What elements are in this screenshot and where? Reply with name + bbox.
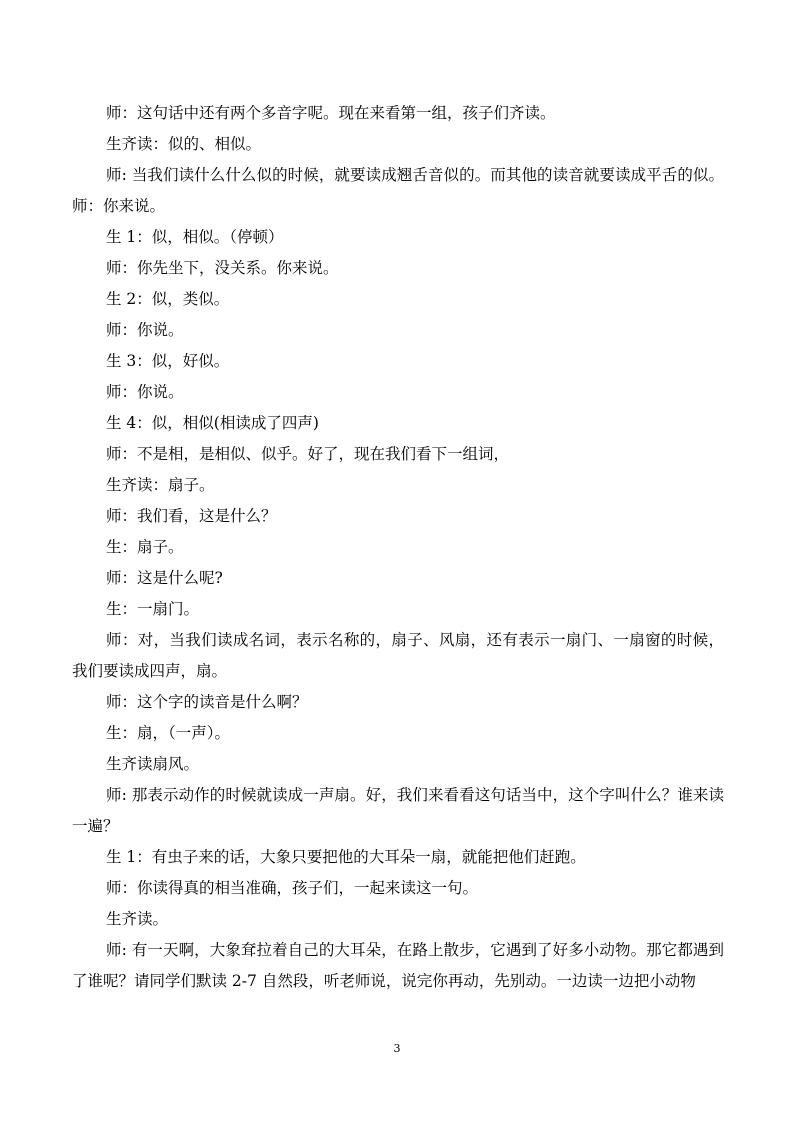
- paragraph: 师：这句话中还有两个多音字呢。现在来看第一组，孩子们齐读。: [106, 104, 556, 122]
- page-number: 3: [393, 1042, 401, 1055]
- paragraph: 师：不是相，是相似、似乎。好了，现在我们看下一组词，: [106, 445, 510, 463]
- paragraph: 师：你先坐下，没关系。你来说。: [106, 259, 339, 277]
- paragraph: 生 4：似，相似(相读成了四声): [106, 414, 319, 432]
- paragraph: 生：一扇门。: [106, 600, 200, 618]
- paragraph: 生：扇子。: [106, 538, 184, 556]
- paragraph: 生 1：有虫子来的话，大象只要把他的大耳朵一扇，就能把他们赶跑。: [106, 848, 586, 866]
- paragraph: 生齐读。: [106, 910, 169, 928]
- paragraph: 生 1：似，相似。（停顿）: [106, 228, 284, 246]
- paragraph: 生 2：似，类似。: [106, 290, 230, 308]
- paragraph: 生齐读：似的、相似。: [106, 135, 262, 153]
- paragraph: 师：你读得真的相当准确，孩子们，一起来读这一句。: [106, 879, 479, 897]
- paragraph: 师: 当我们读什么什么似的时候，就要读成翘舌音似的。而其他的读音就要读成平舌的似。师：你来说。: [72, 166, 724, 215]
- paragraph: 生 3：似，好似。: [106, 352, 230, 370]
- paragraph: 师：你说。: [106, 383, 184, 401]
- paragraph: 生齐读扇风。: [106, 755, 200, 773]
- paragraph: 师：对，当我们读成名词，表示名称的，扇子、风扇，还有表示一扇门、一扇窗的时候，我们要读成四声，扇。: [72, 631, 724, 680]
- paragraph: 师：我们看，这是什么？: [106, 507, 277, 525]
- paragraph: 师：这是什么呢?: [106, 569, 223, 587]
- paragraph: 师: 有一天啊，大象耷拉着自己的大耳朵，在路上散步，它遇到了好多小动物。那它都遇到了谁呢？请同学们默读 2-7 自然段，听老师说，说完你再动，先别动。一边读一边把小动物: [72, 941, 724, 990]
- paragraph: 师: 那表示动作的时候就读成一声扇。好，我们来看看这句话当中，这个字叫什么？谁来读一遍？: [72, 786, 724, 835]
- paragraph: 生：扇，（一声）。: [106, 724, 231, 742]
- paragraph: 师：这个字的读音是什么啊？: [106, 693, 308, 711]
- document-body: [72, 98, 724, 997]
- paragraph: 生齐读：扇子。: [106, 476, 215, 494]
- paragraph: 师：你说。: [106, 321, 184, 339]
